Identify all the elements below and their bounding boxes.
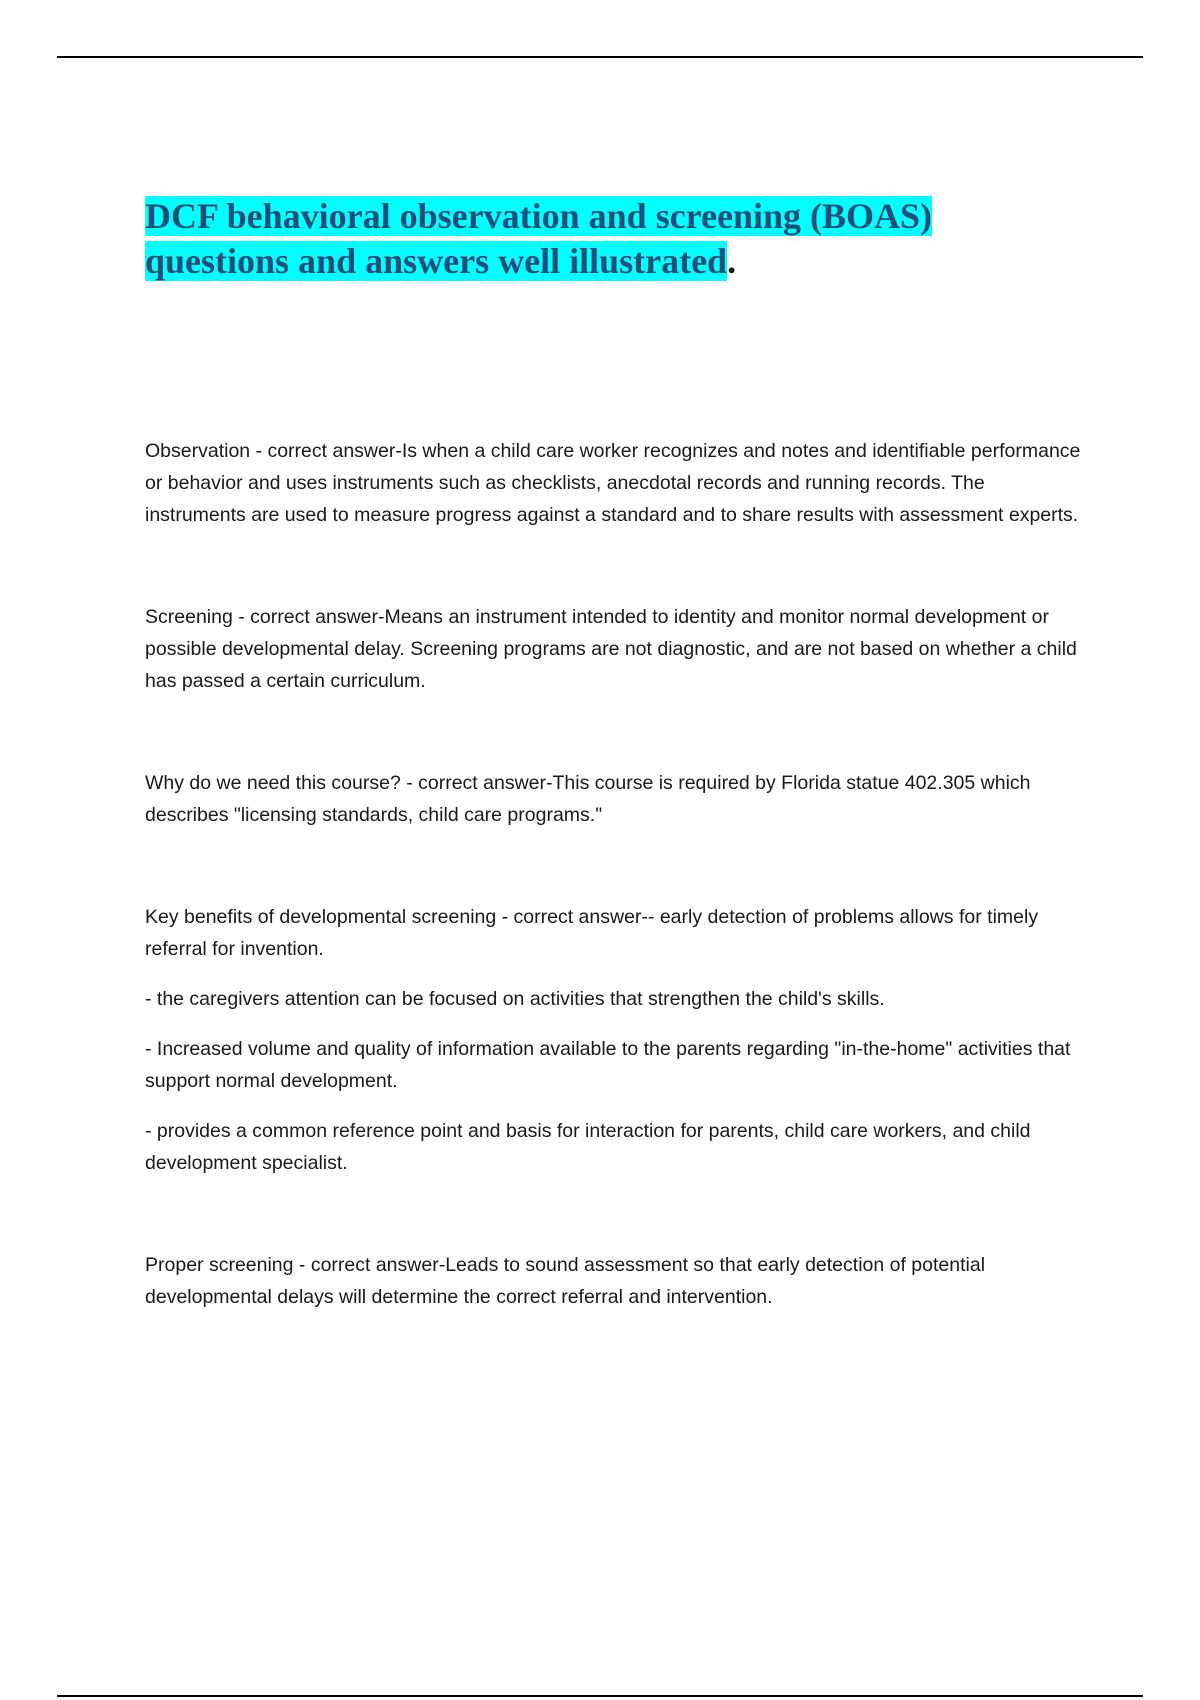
- qa-entry-proper-screening: [145, 1249, 1085, 1313]
- qa-entry-screening: [145, 601, 1085, 697]
- bottom-rule: [57, 1695, 1143, 1697]
- qa-paragraph: - Increased volume and quality of information available to the parents regarding "in-the-home" activities that support normal development.: [145, 1038, 1071, 1092]
- page-title: [145, 194, 1045, 284]
- qa-paragraph: Key benefits of developmental screening - correct answer-- early detection of problems allows for timely referral for invention.: [145, 906, 1039, 960]
- qa-paragraph: Observation - correct answer-Is when a child care worker recognizes and notes and identifiable performance or behavior and uses instruments such as checklists, anecdotal records and running records. The instruments are used to measure progress against a standard and to share results with assessment experts.: [145, 440, 1081, 526]
- qa-entry-key-benefits: [145, 901, 1085, 1179]
- qa-paragraph: Screening - correct answer-Means an instrument intended to identity and monitor normal development or possible developmental delay. Screening programs are not diagnostic, and are not based on whether a child has passed a certain curriculum.: [145, 606, 1077, 692]
- qa-entry-observation: [145, 435, 1085, 531]
- qa-paragraph: - the caregivers attention can be focused on activities that strengthen the child's skills.: [145, 988, 885, 1010]
- qa-paragraph: Why do we need this course? - correct answer-This course is required by Florida statue 402.305 which describes "licensing standards, child care programs.": [145, 772, 1031, 826]
- title-highlight: DCF behavioral observation and screening (BOAS) questions and answers well illustrated: [145, 196, 933, 281]
- qa-entry-why-course: [145, 767, 1085, 831]
- top-rule: [57, 56, 1143, 58]
- title-period: .: [727, 241, 737, 281]
- qa-paragraph: Proper screening - correct answer-Leads to sound assessment so that early detection of potential developmental delays will determine the correct referral and intervention.: [145, 1254, 986, 1308]
- qa-content: [145, 435, 1085, 1383]
- qa-paragraph: - provides a common reference point and basis for interaction for parents, child care workers, and child development specialist.: [145, 1120, 1031, 1174]
